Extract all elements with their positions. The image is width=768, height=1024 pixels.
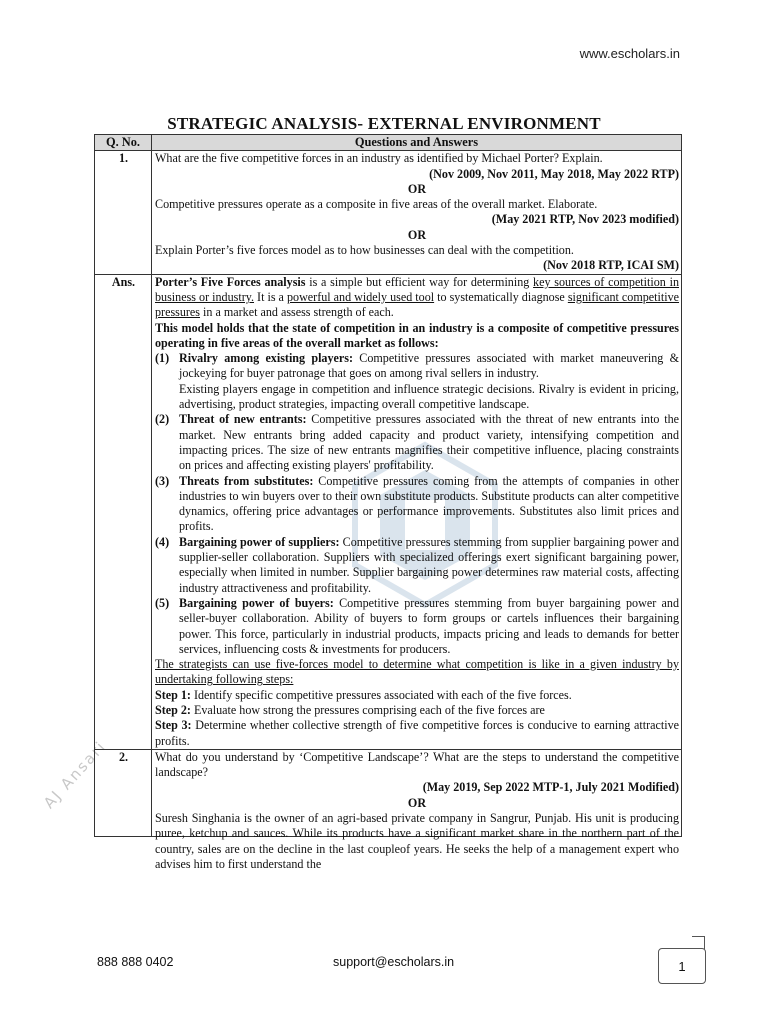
intro-underline: significant competitive pressures [155,289,680,320]
force-text: Competitive pressures coming from the attempts of companies in other industries to win buyers over to their own substitute products. Substitute products can alter competitive dynamics, offering price advantages or performance improvements. Substitutes also limit prices and profits. [179,473,679,534]
table-header-row [95,135,682,151]
force-number: (2) [155,412,170,427]
answer-intro [155,275,679,321]
force-item [155,535,679,596]
site-url[interactable]: www.escholars.in [579,46,680,61]
force-number: (1) [155,351,170,366]
footer-email[interactable]: support@escholars.in [333,955,455,969]
force-heading: Bargaining power of suppliers: [179,534,340,549]
question-number: 2. [95,749,152,836]
steps-intro: The strategists can use five-forces model to determine what competition is like in a given industry by undertaking following steps: [155,657,679,687]
or-separator: OR [407,181,427,196]
step-text: Determine whether collective strength of five competitive forces is conducive to earning attractive profits. [155,718,679,748]
answer-label: Ans. [95,274,152,749]
force-heading: Threats from substitutes: [179,473,314,488]
page-number: 1 [658,948,706,984]
force-number: (5) [155,595,170,610]
question-cell [152,151,682,274]
question-row-2 [95,749,682,836]
qa-header: Questions and Answers [152,135,682,151]
step-item [155,703,679,718]
intro-underline: powerful and widely used tool [286,289,435,304]
answer-row-1 [95,274,682,749]
document-title: STRATEGIC ANALYSIS- EXTERNAL ENVIRONMENT [167,114,601,133]
intro-text: is a simple but efficient way for determining [305,274,534,289]
qa-table [94,134,682,871]
force-item [155,412,679,473]
intro-text: to systematically diagnose [434,289,568,304]
intro-underline: key sources of competition in business or industry. [155,274,679,304]
force-extra-text: Existing players engage in competition and influence strategic decisions. Rivalry is evident in pricing, advertising, product strategies, impacting overall competitive landscape. [179,381,679,412]
answer-cell [152,274,682,749]
model-statement: This model holds that the state of competition in an industry is a composite of competitive pressures operating in five areas of the overall market as follows: [155,320,679,350]
force-text: Competitive pressures stemming from supplier bargaining power and supplier-seller collaboration. Suppliers with specialized offerings exert significant bargaining power, especially when limited in number. Supplier bargaining power determines raw material costs, affecting industry attractiveness and profitability. [179,534,679,595]
force-heading: Rivalry among existing players: [179,351,353,366]
or-separator: OR [407,227,427,242]
force-item [155,596,679,657]
step-text: Evaluate how strong the pressures comprising each of the five forces are [190,702,545,717]
force-heading: Threat of new entrants: [179,412,307,427]
force-text: Competitive pressures associated with the threat of new entrants into the market. New entrants bring added capacity and product variety, intensifying competition and impacting prices. The size of new entrants magnifies their competitive influence, placing constraints on prices and affecting existing players' profitability. [179,412,679,473]
question-text-c: Explain Porter’s five forces model as to how businesses can deal with the competition. [155,243,574,258]
question-reference-a: (Nov 2009, Nov 2011, May 2018, May 2022 RTP) [429,166,679,181]
question-text-a: What are the five competitive forces in an industry as identified by Michael Porter? Explain. [155,151,603,166]
intro-text: It is a [254,289,287,304]
side-watermark: AJ Ansari [40,737,110,813]
force-number: (4) [155,534,170,549]
step-text: Identify specific competitive pressures associated with each of the five forces. [190,687,572,702]
step-item [155,718,679,749]
intro-bold: Porter’s Five Forces analysis [155,274,306,289]
force-text: Competitive pressures stemming from buyer bargaining power and seller-buyer collaboration. Ability of buyers to form groups or cartels influences their bargaining power. This force, particularly in industrial products, impacts pricing and leads to demands for better services, influencing costs & investments for producers. [179,595,679,656]
step-label: Step 1: [155,687,191,702]
question-row-1 [95,151,682,274]
step-label: Step 2: [155,702,191,717]
question-text-a: What do you understand by ‘Competitive Landscape’? What are the steps to understand the competitive landscape? [155,749,679,780]
force-number: (3) [155,473,170,488]
footer-phone[interactable]: 888 888 0402 [97,955,174,969]
question-cell [152,749,682,871]
force-text: Competitive pressures associated with market maneuvering & jockeying for buyer patronage that goes on among rival sellers in industry. [179,351,679,381]
force-item [155,474,679,535]
step-label: Step 3: [155,718,192,733]
question-text-b: Competitive pressures operate as a composite in five areas of the overall market. Elaborate. [155,197,598,212]
force-heading: Bargaining power of buyers: [179,595,334,610]
or-separator: OR [407,795,427,810]
question-reference-a: (May 2019, Sep 2022 MTP-1, July 2021 Modified) [422,780,679,795]
question-reference-b: (May 2021 RTP, Nov 2023 modified) [491,212,679,227]
force-item [155,351,679,382]
intro-text: in a market and assess strength of each. [200,305,394,320]
question-number: 1. [95,151,152,274]
case-text: Suresh Singhania is the owner of an agri-based private company in Sangrur, Punjab. His unit is producing puree, ketchup and sauces. While its products have a significant market share in the northern part of the country, sales are on the decline in the last coupleof years. He seeks the help of a management expert who advises him to first understand the [155,811,679,871]
qno-header: Q. No. [95,135,152,151]
step-item [155,688,679,703]
question-reference-c: (Nov 2018 RTP, ICAI SM) [543,258,679,273]
